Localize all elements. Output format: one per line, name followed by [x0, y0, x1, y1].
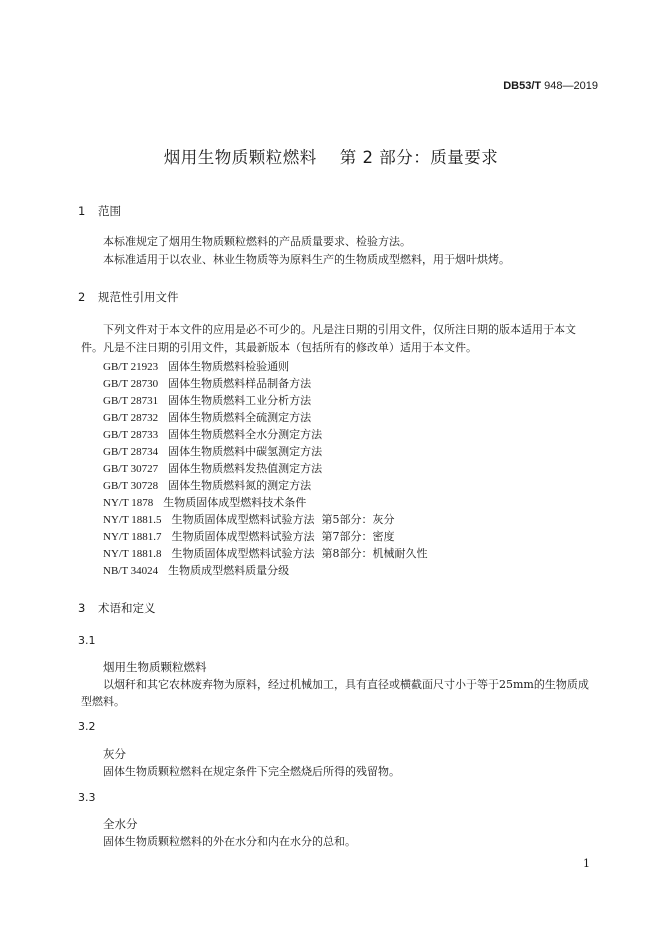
section-number: 2: [78, 290, 86, 304]
term-definition-line-2: 型燃料。: [81, 695, 125, 708]
refs-intro-line-1: 下列文件对于本文件的应用是必不可少的。凡是注日期的引用文件，仅所注日期的版本适用于本文: [103, 323, 576, 336]
reference-item: GB/T 28734 固体生物质燃料中碳氢测定方法: [103, 445, 323, 458]
reference-item: GB/T 28733 固体生物质燃料全水分测定方法: [103, 428, 323, 441]
term-definition: 固体生物质颗粒燃料在规定条件下完全燃烧后所得的残留物。: [103, 765, 400, 778]
reference-item: GB/T 30728 固体生物质燃料氮的测定方法: [103, 479, 312, 492]
section-number: 3: [78, 601, 86, 615]
document-title: 烟用生物质颗粒燃料 第 2 部分：质量要求: [163, 148, 499, 167]
standard-number: 948—2019: [544, 80, 598, 92]
term-definition-line-1: 以烟秆和其它农林废弃物为原料，经过机械加工，具有直径或横截面尺寸小于等于25mm的生物质成: [103, 678, 589, 691]
reference-item: GB/T 28730 固体生物质燃料样品制备方法: [103, 377, 312, 390]
term-number: 3.3: [78, 791, 96, 804]
reference-item: NY/T 1878 生物质固体成型燃料技术条件: [103, 496, 307, 509]
section-number: 1: [78, 204, 86, 218]
reference-item: NY/T 1881.5 生物质固体成型燃料试验方法 第5部分：灰分: [103, 513, 395, 526]
scope-paragraph-2: 本标准适用于以农业、林业生物质等为原料生产的生物质成型燃料，用于烟叶烘烤。: [103, 253, 510, 266]
reference-item: GB/T 28732 固体生物质燃料全硫测定方法: [103, 411, 312, 424]
reference-item: NY/T 1881.7 生物质固体成型燃料试验方法 第7部分：密度: [103, 530, 395, 543]
standard-header: [503, 80, 598, 92]
reference-item: GB/T 28731 固体生物质燃料工业分析方法: [103, 394, 312, 407]
reference-item: NY/T 1881.8 生物质固体成型燃料试验方法 第8部分：机械耐久性: [103, 547, 428, 560]
section-title: 范围: [98, 204, 121, 218]
reference-item: NB/T 34024 生物质成型燃料质量分级: [103, 564, 290, 577]
standard-code: DB53/T: [503, 80, 542, 92]
reference-item: GB/T 30727 固体生物质燃料发热值测定方法: [103, 462, 323, 475]
section-heading-terms: [78, 600, 156, 616]
section-heading-scope: [78, 203, 121, 219]
term-name: 烟用生物质颗粒燃料: [103, 660, 207, 674]
refs-intro-line-2: 件。凡是不注日期的引用文件，其最新版本（包括所有的修改单）适用于本文件。: [81, 341, 477, 354]
term-definition: 固体生物质颗粒燃料的外在水分和内在水分的总和。: [103, 835, 356, 848]
term-number: 3.2: [78, 720, 96, 733]
section-heading-refs: [78, 289, 179, 305]
section-title: 术语和定义: [98, 601, 156, 615]
term-number: 3.1: [78, 634, 96, 647]
page-number: 1: [583, 857, 590, 870]
reference-item: GB/T 21923 固体生物质燃料检验通则: [103, 360, 290, 373]
term-name: 灰分: [103, 747, 126, 761]
section-title: 规范性引用文件: [98, 290, 179, 304]
term-name: 全水分: [103, 817, 138, 831]
scope-paragraph-1: 本标准规定了烟用生物质颗粒燃料的产品质量要求、检验方法。: [103, 235, 411, 248]
